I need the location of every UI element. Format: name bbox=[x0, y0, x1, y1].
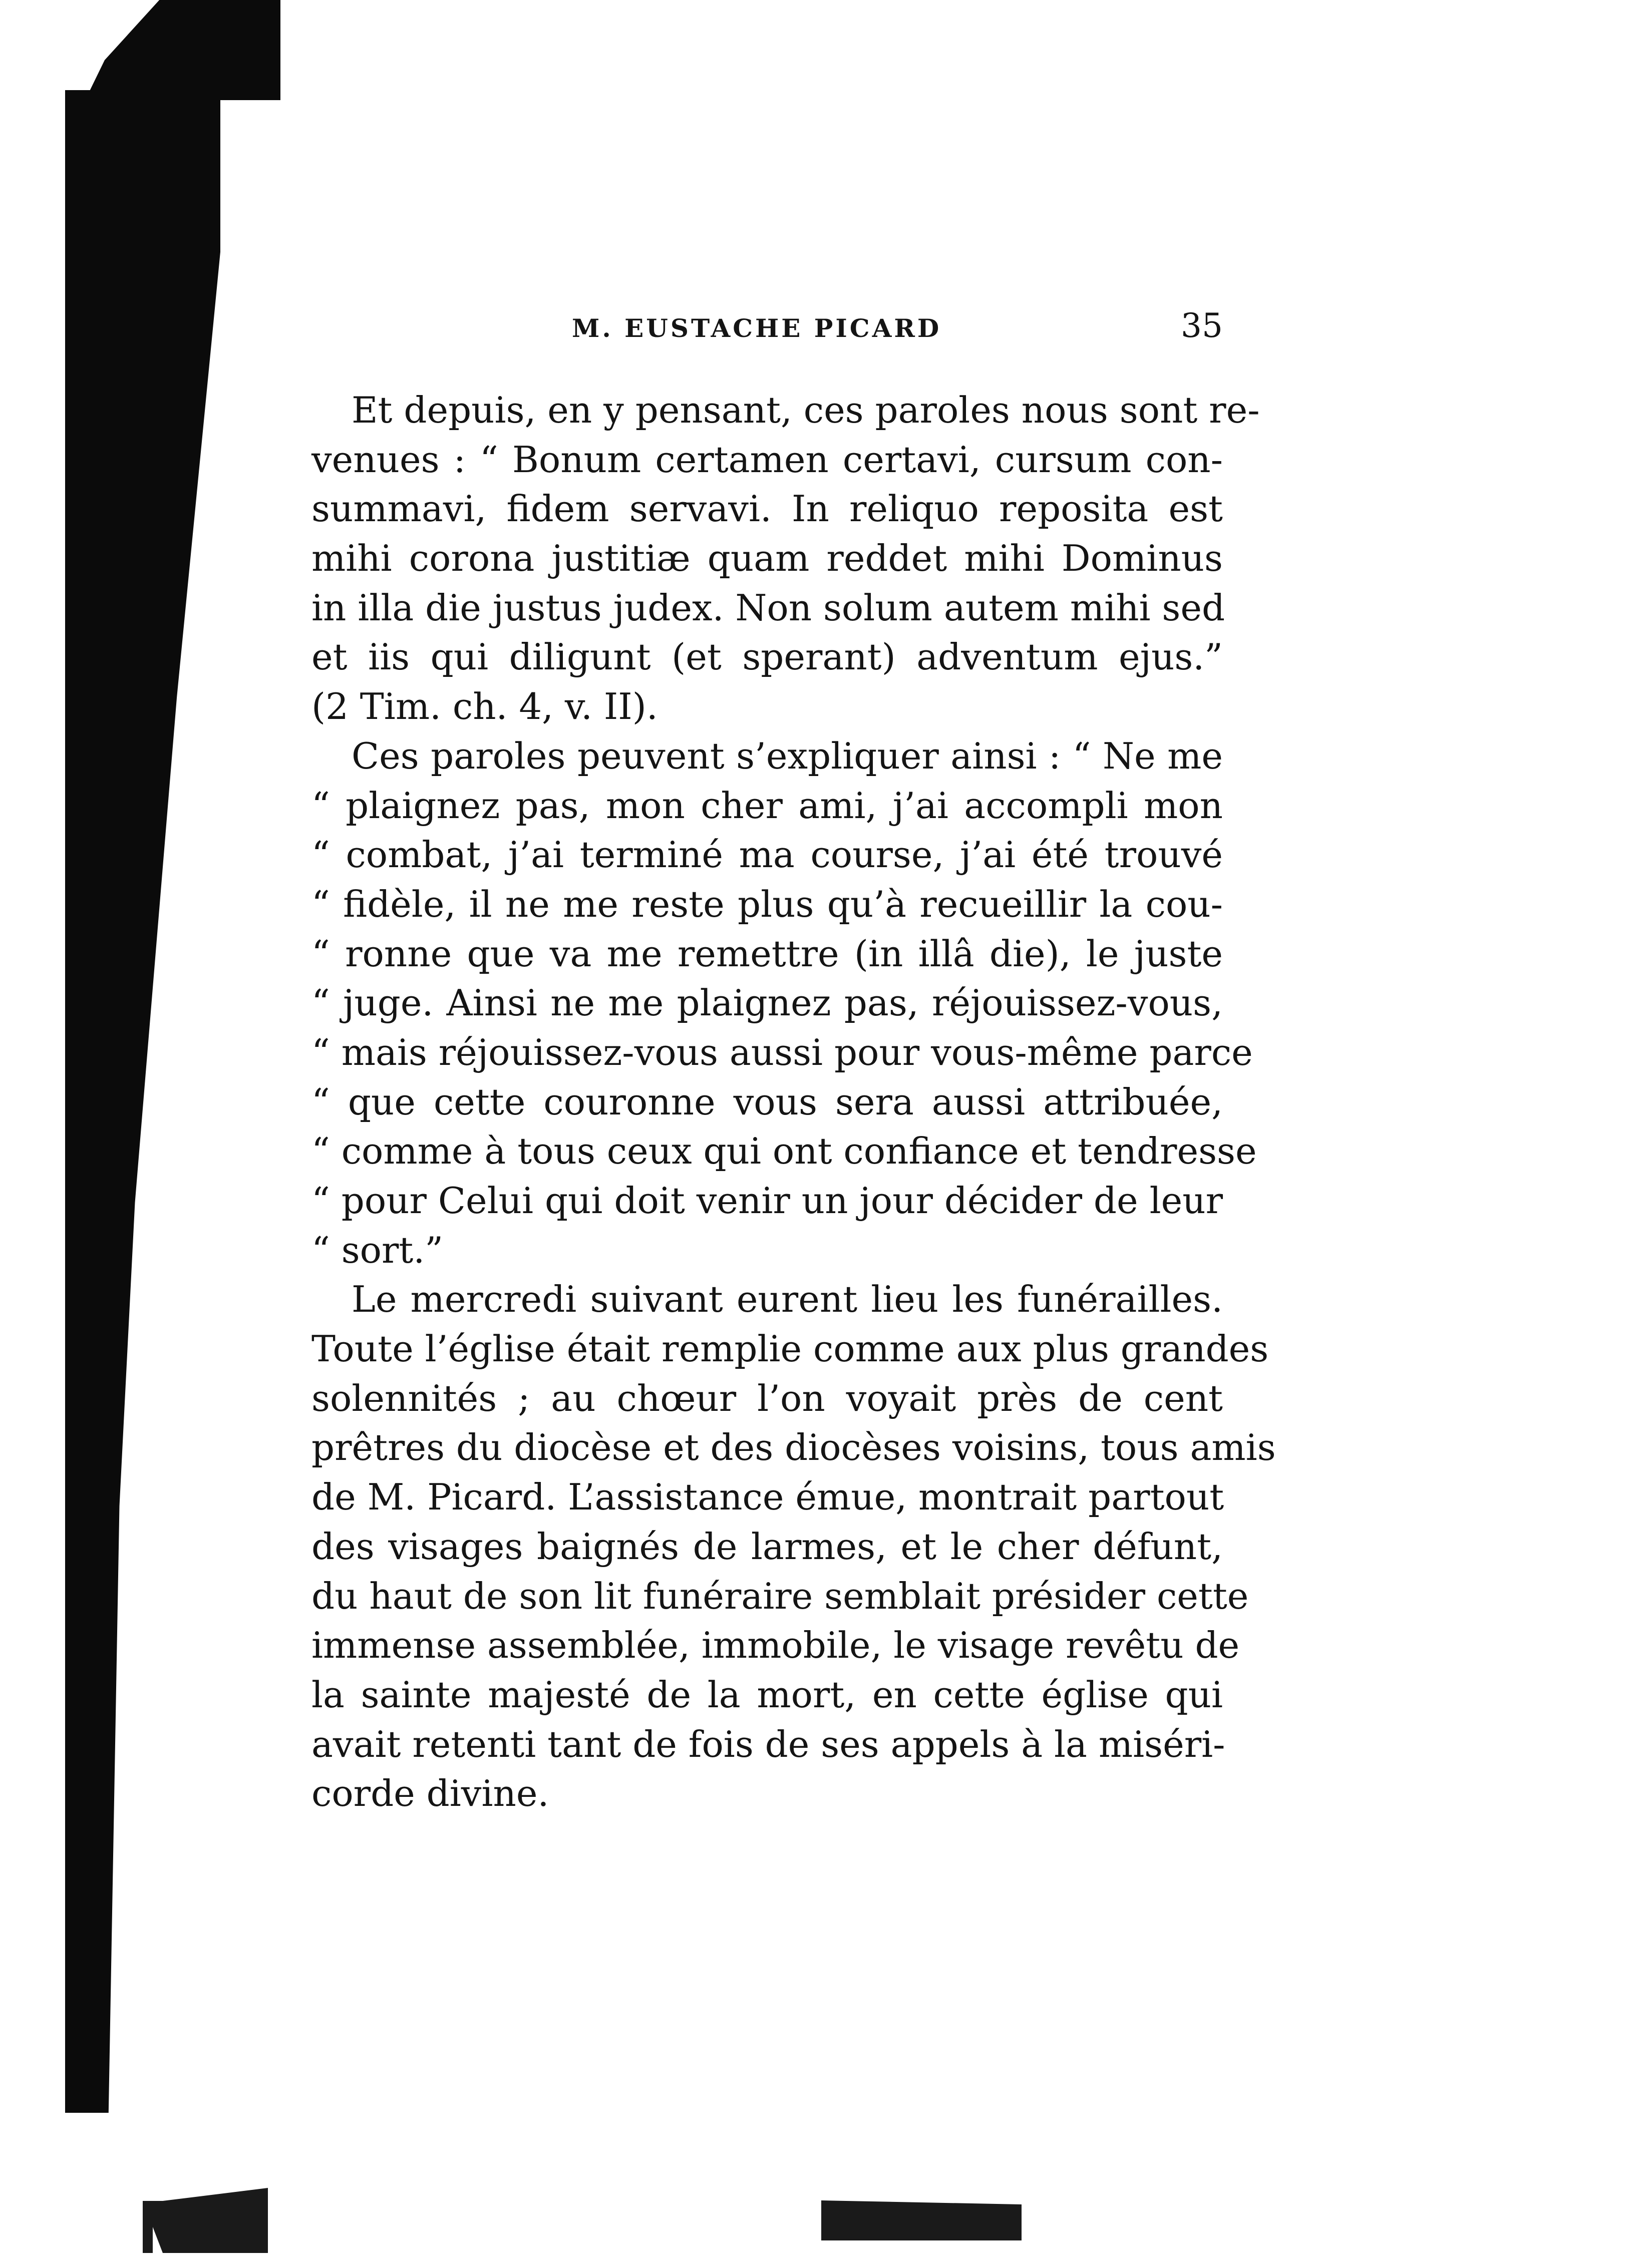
text-line: solennités ; au chœur l’on voyait près de cent bbox=[311, 1377, 1223, 1419]
text-line: “ plaignez pas, mon cher ami, j’ai accompli mon bbox=[311, 784, 1223, 827]
page-number: 35 bbox=[1181, 306, 1223, 345]
text-line: la sainte majesté de la mort, en cette église qui bbox=[311, 1673, 1223, 1716]
text-line: “ comme à tous ceux qui ont confiance et tendresse bbox=[311, 1130, 1257, 1173]
text-line: immense assemblée, immobile, le visage revêtu de bbox=[311, 1624, 1240, 1667]
page-header bbox=[311, 306, 1223, 351]
text-line: prêtres du diocèse et des diocèses voisins, tous amis bbox=[311, 1426, 1276, 1469]
text-line: mihi corona justitiæ quam reddet mihi Dominus bbox=[311, 537, 1223, 580]
text-line: Ces paroles peuvent s’expliquer ainsi : “ Ne me bbox=[352, 734, 1223, 777]
scan-binding-shadow bbox=[65, 90, 220, 2113]
text-line: de M. Picard. L’assistance émue, montrait partout bbox=[311, 1476, 1224, 1519]
text-line: “ sort.” bbox=[311, 1229, 444, 1271]
text-line: “ que cette couronne vous sera aussi attribuée, bbox=[311, 1080, 1223, 1123]
scan-artifact-bottom-right bbox=[821, 2200, 1022, 2240]
text-line: “ fidèle, il ne me reste plus qu’à recueillir la cou- bbox=[311, 883, 1223, 925]
text-line: du haut de son lit funéraire semblait présider cette bbox=[311, 1575, 1249, 1617]
text-line: summavi, fidem servavi. In reliquo reposita est bbox=[311, 488, 1223, 530]
text-line: “ combat, j’ai terminé ma course, j’ai été trouvé bbox=[311, 834, 1223, 876]
text-line: Et depuis, en y pensant, ces paroles nous sont re- bbox=[352, 389, 1260, 431]
text-line: (2 Tim. ch. 4, v. II). bbox=[311, 685, 658, 728]
text-line: et iis qui diligunt (et sperant) adventum ejus.” bbox=[311, 636, 1223, 678]
text-line: venues : “ Bonum certamen certavi, cursum con- bbox=[311, 438, 1223, 481]
running-head: M. EUSTACHE PICARD bbox=[572, 313, 942, 343]
text-line: “ ronne que va me remettre (in illâ die), le juste bbox=[311, 932, 1223, 975]
text-line: Toute l’église était remplie comme aux plus grandes bbox=[311, 1328, 1269, 1370]
text-line: “ mais réjouissez-vous aussi pour vous-même parce bbox=[311, 1031, 1253, 1073]
text-line: “ juge. Ainsi ne me plaignez pas, réjouissez-vous, bbox=[311, 982, 1223, 1024]
text-line: corde divine. bbox=[311, 1772, 549, 1815]
scan-binding-shadow-top bbox=[85, 0, 280, 100]
body-text bbox=[311, 386, 1276, 1818]
text-line: “ pour Celui qui doit venir un jour décider de leur bbox=[311, 1180, 1223, 1222]
text-line: avait retenti tant de fois de ses appels à la miséri- bbox=[311, 1723, 1225, 1765]
scan-artifact-bottom-left bbox=[143, 2188, 268, 2253]
text-line: des visages baignés de larmes, et le cher défunt, bbox=[311, 1525, 1223, 1568]
text-line: Le mercredi suivant eurent lieu les funérailles. bbox=[352, 1278, 1223, 1321]
text-line: in illa die justus judex. Non solum autem mihi sed bbox=[311, 586, 1225, 629]
